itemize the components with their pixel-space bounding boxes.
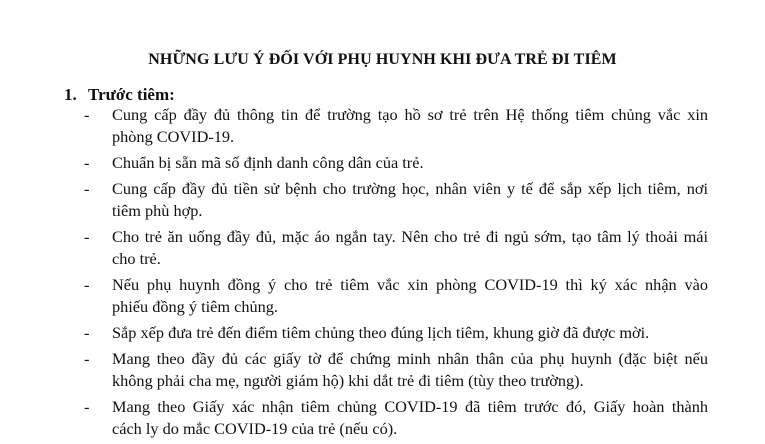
bullet-dash: - [84, 227, 90, 246]
bullet-dash: - [84, 179, 90, 198]
section-heading-text: Trước tiêm: [88, 85, 175, 104]
list-item [84, 104, 708, 148]
list-item-line: Sắp xếp đưa trẻ đến điểm tiêm chủng theo đúng lịch tiêm, khung giờ đã được mời. [112, 323, 650, 342]
list-item [84, 348, 708, 392]
list-item-line: Mang theo đầy đủ các giấy tờ để chứng minh nhân thân của phụ huynh (đặc biệt nếu [112, 349, 708, 368]
list-item-line: Cung cấp đầy đủ tiền sử bệnh cho trường học, nhân viên y tế để sắp xếp lịch tiêm, nơi [112, 179, 708, 198]
bullet-dash: - [84, 105, 90, 124]
list-item-line: không phải cha mẹ, người giám hộ) khi dắt trẻ đi tiêm (tùy theo trường). [112, 371, 584, 390]
list-item-line: Nếu phụ huynh đồng ý cho trẻ tiêm vắc xin phòng COVID-19 thì ký xác nhận vào [112, 275, 708, 294]
list-item [84, 396, 708, 440]
bullet-dash: - [84, 349, 90, 368]
list-item-line: Chuẩn bị sẵn mã số định danh công dân của trẻ. [112, 153, 424, 172]
list-item [84, 152, 708, 174]
list-item-line: cho trẻ. [112, 249, 161, 268]
list-item-line: Mang theo Giấy xác nhận tiêm chủng COVID-19 đã tiêm trước đó, Giấy hoàn thành [112, 397, 708, 416]
list-item-line: Cung cấp đầy đủ thông tin để trường tạo hồ sơ trẻ trên Hệ thống tiêm chủng vắc xin [112, 105, 708, 124]
list-item-line: phòng COVID-19. [112, 127, 235, 146]
list-item-line: phiếu đồng ý tiêm chủng. [112, 297, 278, 316]
list-item [84, 274, 708, 318]
bullet-dash: - [84, 275, 90, 294]
bullet-dash: - [84, 323, 90, 342]
list-item [84, 322, 708, 344]
list-item-line: Cho trẻ ăn uống đầy đủ, mặc áo ngắn tay. Nên cho trẻ đi ngủ sớm, tạo tâm lý thoải mái [112, 227, 708, 246]
bullet-dash: - [84, 153, 90, 172]
bullet-dash: - [84, 397, 90, 416]
list-item [84, 178, 708, 222]
list-item [84, 226, 708, 270]
list-item-line: tiêm phù hợp. [112, 201, 203, 220]
list-item-line: cách ly do mắc COVID-19 của trẻ (nếu có). [112, 419, 398, 438]
section-number: 1. [64, 85, 77, 104]
document-title: NHỮNG LƯU Ý ĐỐI VỚI PHỤ HUYNH KHI ĐƯA TRẺ ĐI TIÊM [148, 51, 617, 68]
section-heading [64, 84, 175, 106]
guideline-list [84, 104, 708, 444]
